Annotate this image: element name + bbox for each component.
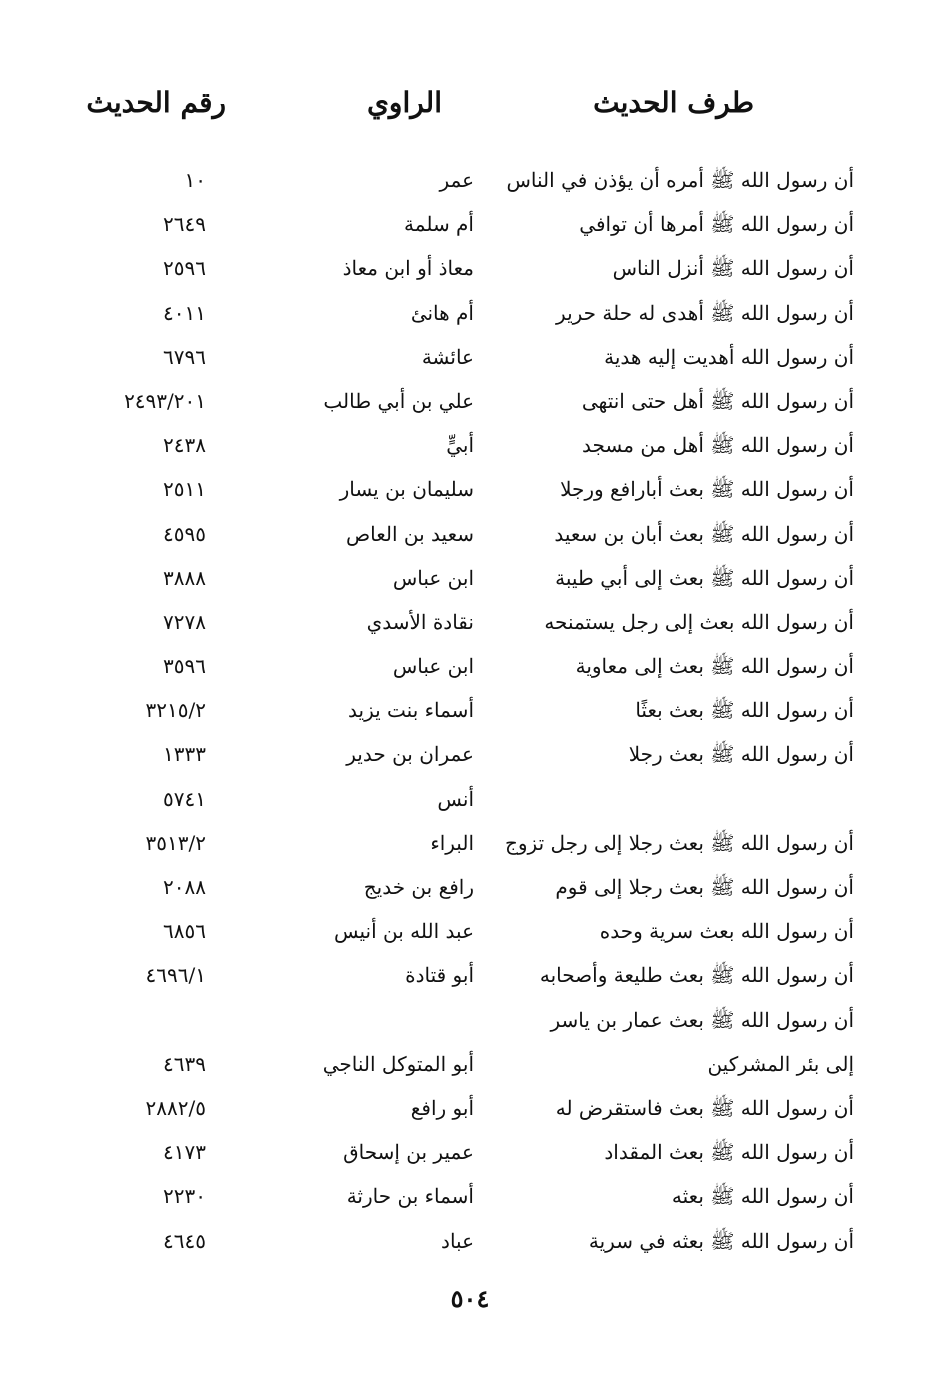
narrator-name: سعيد بن العاص: [345, 521, 474, 546]
narrator-name: عمير بن إسحاق: [343, 1140, 474, 1165]
table-row: [0, 1221, 940, 1265]
hadith-number: ٢٥٩٦: [163, 256, 206, 281]
narrator-name: سليمان بن يسار: [339, 477, 474, 502]
hadith-text: أن رسول الله ﷺ أمره أن يؤذن في الناس: [506, 168, 854, 192]
hadith-number: ٤٠١١: [163, 300, 206, 325]
narrator-name: عباد: [441, 1228, 474, 1253]
narrator-name: أسماء بن حارثة: [346, 1184, 474, 1209]
narrator-name: البراء: [430, 830, 474, 855]
narrator-name: أبو رافع: [410, 1095, 474, 1120]
narrator-name: ابن عباس: [392, 654, 474, 679]
narrator-name: أبو قتادة: [405, 963, 474, 988]
hadith-text: أن رسول الله ﷺ أهل من مسجد: [582, 433, 854, 458]
hadith-number: ١٣٣٣: [163, 742, 206, 767]
table-row: [0, 646, 940, 690]
hadith-text: أن رسول الله ﷺ أهل حتى انتهى: [581, 388, 854, 413]
column-header-narrator: الراوي: [367, 86, 442, 119]
hadith-number: ٢٤٣٨: [163, 433, 206, 458]
hadith-text: إلى بئر المشركين: [707, 1051, 854, 1076]
hadith-number: ٣٨٨٨: [163, 565, 206, 590]
narrator-name: عبد الله بن أنيس: [334, 919, 474, 944]
narrator-name: عمران بن حدير: [346, 742, 474, 767]
hadith-number: ٢٠٨٨: [163, 875, 206, 899]
hadith-text: أن رسول الله ﷺ بعث فاستقرض له: [555, 1095, 854, 1120]
hadith-text: أن رسول الله ﷺ بعث بعثًا: [635, 698, 854, 723]
table-row: [0, 1132, 940, 1176]
hadith-text: أن رسول الله أهديت إليه هدية: [604, 344, 854, 369]
hadith-number: ٢٤٩٣/٢٠١: [124, 388, 206, 413]
hadith-number: ٤٦٣٩: [163, 1051, 206, 1076]
table-row: [0, 1176, 940, 1220]
narrator-name: علي بن أبي طالب: [323, 388, 474, 413]
hadith-number: ٢٦٤٩: [163, 212, 206, 237]
narrator-name: نقادة الأسدي: [366, 609, 474, 634]
hadith-number: ٣٥٩٦: [163, 654, 206, 679]
table-row: [0, 558, 940, 602]
table-row: [0, 1000, 940, 1044]
table-row: [0, 955, 940, 999]
narrator-name: أبيٍّ: [446, 433, 474, 458]
table-row: [0, 602, 940, 646]
hadith-text: أن رسول الله ﷺ بعث رجلا: [628, 742, 854, 767]
hadith-number: ٢٥١١: [163, 477, 206, 502]
hadith-text: أن رسول الله ﷺ بعثه: [671, 1184, 854, 1209]
narrator-name: عمر: [439, 168, 474, 192]
column-header-hadith: طرف الحديث: [593, 86, 754, 119]
table-row: [0, 337, 940, 381]
hadith-text: أن رسول الله ﷺ أهدى له حلة حرير: [556, 300, 854, 325]
hadith-number: ٤١٧٣: [163, 1140, 206, 1165]
hadith-text: أن رسول الله ﷺ بعث أبارافع ورجلا: [560, 477, 854, 502]
table-row: [0, 381, 940, 425]
table-row: [0, 1088, 940, 1132]
table-row: [0, 823, 940, 867]
table-row: [0, 425, 940, 469]
table-row: [0, 690, 940, 734]
page-number: ٥٠٤: [450, 1284, 490, 1313]
hadith-text: أن رسول الله بعث سرية وحده: [599, 919, 854, 944]
hadith-number: ٧٢٧٨: [163, 609, 206, 634]
narrator-name: ابن عباس: [392, 565, 474, 590]
narrator-name: أسماء بنت يزيد: [348, 698, 474, 723]
table-row: [0, 1044, 940, 1088]
narrator-name: أبو المتوكل الناجي: [322, 1051, 474, 1076]
hadith-text: أن رسول الله بعث إلى رجل يستمنحه: [544, 609, 854, 634]
narrator-name: أنس: [437, 786, 474, 811]
hadith-number: ٤٥٩٥: [163, 521, 206, 546]
hadith-text: أن رسول الله ﷺ بعث طليعة وأصحابه: [539, 963, 854, 988]
table-row: [0, 160, 940, 204]
hadith-number: ٦٧٩٦: [163, 344, 206, 369]
hadith-number: ٣٢١٥/٢: [145, 698, 206, 723]
hadith-text: أن رسول الله ﷺ بعث إلى أبي طيبة: [555, 565, 854, 590]
table-row: [0, 248, 940, 292]
hadith-text: أن رسول الله ﷺ بعث رجلا إلى رجل تزوج: [504, 830, 854, 855]
hadith-number: ٤٦٤٥: [163, 1228, 206, 1253]
hadith-number: ٣٥١٣/٢: [145, 830, 206, 855]
column-header-number: رقم الحديث: [86, 86, 226, 119]
hadith-text: أن رسول الله ﷺ بعثه في سرية: [588, 1228, 854, 1253]
hadith-number: ١٠: [184, 168, 206, 192]
hadith-number: ٤٦٩٦/١: [145, 963, 206, 988]
table-row: [0, 867, 940, 911]
table-row: [0, 514, 940, 558]
hadith-text: أن رسول الله ﷺ بعث إلى معاوية: [575, 654, 854, 679]
table-row: [0, 779, 940, 823]
hadith-text: أن رسول الله ﷺ بعث المقداد: [604, 1140, 854, 1165]
hadith-text: أن رسول الله ﷺ بعث أبان بن سعيد: [554, 521, 854, 546]
hadith-number: ٢٢٣٠: [163, 1184, 206, 1209]
table-row: [0, 469, 940, 513]
hadith-number: ٦٨٥٦: [163, 919, 206, 944]
hadith-text: أن رسول الله ﷺ أنزل الناس: [612, 256, 854, 281]
hadith-text: أن رسول الله ﷺ بعث رجلا إلى قوم: [555, 875, 854, 899]
narrator-name: معاذ أو ابن معاذ: [342, 256, 474, 281]
hadith-index-table: [0, 160, 940, 1265]
table-header: [0, 86, 940, 136]
hadith-number: ٥٧٤١: [163, 786, 206, 811]
hadith-number: ٢٨٨٢/٥: [145, 1095, 206, 1120]
table-row: [0, 293, 940, 337]
narrator-name: أم سلمة: [404, 212, 474, 237]
narrator-name: رافع بن خديج: [363, 875, 474, 899]
table-row: [0, 734, 940, 778]
hadith-text: أن رسول الله ﷺ أمرها أن توافي: [579, 212, 854, 237]
table-row: [0, 911, 940, 955]
table-row: [0, 204, 940, 248]
hadith-text: أن رسول الله ﷺ بعث عمار بن ياسر: [550, 1007, 854, 1032]
narrator-name: أم هانئ: [410, 300, 474, 325]
narrator-name: عائشة: [421, 344, 474, 369]
